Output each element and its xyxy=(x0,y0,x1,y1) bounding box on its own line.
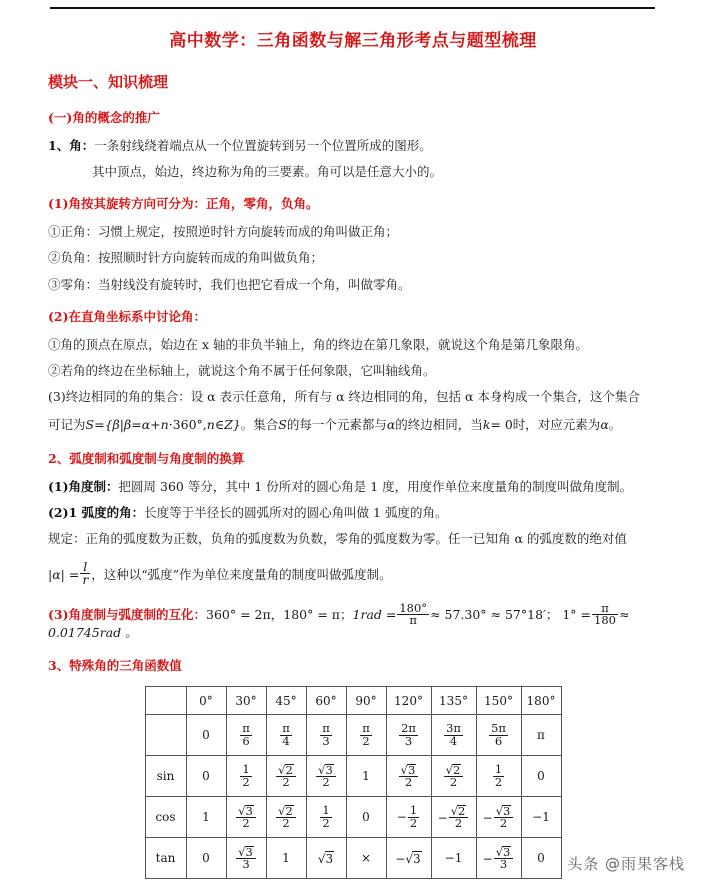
fraction xyxy=(276,764,296,789)
body-line xyxy=(48,480,658,493)
fraction-denominator: 2 xyxy=(499,816,508,831)
fraction xyxy=(320,805,331,829)
set-suffix-s: S xyxy=(278,417,287,432)
fraction-numerator: π xyxy=(322,721,330,736)
fraction-numerator: l xyxy=(80,561,90,575)
fraction-denominator: 180 xyxy=(594,613,616,628)
fraction xyxy=(240,764,251,788)
trig-cell: 0° xyxy=(186,687,226,715)
set-suffix-4: 时，对应元素为 xyxy=(512,417,601,432)
trig-cell xyxy=(226,715,266,756)
line-text: 其中顶点，始边，终边称为角的三要素。角可以是任意大小的。 xyxy=(92,164,443,180)
fraction-numerator: 2π xyxy=(401,721,416,736)
body-line xyxy=(48,165,658,178)
fraction xyxy=(449,805,469,830)
fraction xyxy=(494,805,514,830)
fraction-pi-over-180 xyxy=(592,600,618,628)
conversion-p4-tail: ≈ 0.01745rad 。 xyxy=(48,606,630,640)
fraction xyxy=(408,805,419,829)
set-suffix-2: 的每一个元素都与 xyxy=(286,417,387,432)
fraction-denominator: 2 xyxy=(404,775,413,790)
line-text: ②负角：按照顺时针方向旋转而成的角叫做负角； xyxy=(48,250,324,266)
sqrt-radicand: 3 xyxy=(245,844,253,859)
abs-alpha-text: ，这种以“弧度”作为单位来度量角的制度叫做弧度制。 xyxy=(91,566,392,582)
line-lead: 1、角： xyxy=(48,138,95,153)
sqrt-symbol: √3 xyxy=(238,844,253,859)
fraction xyxy=(494,846,514,871)
set-suffix-k: k xyxy=(482,417,491,432)
set-n: n xyxy=(160,417,169,432)
conversion-p1: 360° = 2π xyxy=(206,606,271,622)
body-line xyxy=(48,139,658,152)
fraction-denominator: 2 xyxy=(242,774,250,789)
fraction-denominator: 2 xyxy=(362,733,370,748)
set-alpha: α xyxy=(141,417,151,432)
trig-cell xyxy=(386,756,431,797)
document-content xyxy=(48,20,658,879)
fraction xyxy=(399,764,419,789)
trig-cell: 45° xyxy=(266,687,306,715)
sqrt-symbol: √3 xyxy=(405,851,421,866)
conversion-formula-line xyxy=(48,600,658,640)
conversion-p4-lead: 1° = xyxy=(562,606,592,622)
set-eq2: = xyxy=(131,417,142,432)
body-line xyxy=(48,390,658,403)
fraction-180-over-pi xyxy=(397,600,429,628)
trig-cell xyxy=(306,838,346,879)
table-row xyxy=(145,756,561,797)
fraction-denominator: 6 xyxy=(494,733,503,748)
set-eq: = xyxy=(94,417,105,432)
body-line xyxy=(48,364,658,377)
trig-cell xyxy=(386,715,431,756)
fraction xyxy=(493,764,504,788)
trig-cell: 0 xyxy=(186,756,226,797)
fraction-denominator: 3 xyxy=(242,857,250,872)
trig-cell: − $\frac{√3}{2}$ xyxy=(476,797,521,838)
trig-cell: 60° xyxy=(306,687,346,715)
trig-cell: 135° xyxy=(431,687,476,715)
section-heading-1: (一)角的概念的推广 xyxy=(48,110,160,125)
fraction-denominator: 2 xyxy=(454,816,463,831)
body-line xyxy=(48,338,658,351)
fraction-l-over-r xyxy=(80,558,90,588)
trig-cell xyxy=(431,715,476,756)
fraction xyxy=(276,805,296,830)
sqrt-radicand: 3 xyxy=(413,851,421,866)
fraction xyxy=(444,764,464,789)
fraction-numerator: 180° xyxy=(399,600,428,615)
sqrt-radicand: 3 xyxy=(245,803,253,818)
set-open: {β|β xyxy=(104,417,132,432)
trig-cell: −√3 xyxy=(386,838,431,879)
section-heading-3: (2)在直角坐标系中讨论角： xyxy=(48,308,207,324)
set-suffix-alpha2: α xyxy=(600,417,609,432)
set-n2: n xyxy=(206,417,215,432)
special-angles-trig-table xyxy=(145,686,562,879)
abs-alpha-formula xyxy=(48,558,658,588)
line-text: 把圆周 360 等分，其中 1 份所对的圆心角是 1 度，用度作单位来度量角的制度叫做角度制。 xyxy=(118,478,633,494)
fraction xyxy=(240,723,252,747)
trig-cell xyxy=(306,756,346,797)
set-plus: + xyxy=(150,417,161,432)
sqrt-symbol: √3 xyxy=(318,762,333,777)
set-suffix-1: 。集合 xyxy=(240,417,279,432)
fraction-numerator: π xyxy=(282,721,290,736)
trig-cell: 0 xyxy=(346,797,386,838)
trig-cell: 30° xyxy=(226,687,266,715)
line-text: ②若角的终边在坐标轴上，就说这个角不属于任何象限，它叫轴线角。 xyxy=(48,362,436,378)
set-suffix-3: 的终边相同，当 xyxy=(395,417,483,432)
set-notation-line xyxy=(48,419,658,432)
sqrt-symbol: √2 xyxy=(445,762,461,777)
set-suffix-alpha: α xyxy=(386,417,396,432)
trig-cell: π xyxy=(521,715,561,756)
body-line xyxy=(48,506,658,519)
set-comma: , xyxy=(202,417,207,432)
conversion-sep2: ； xyxy=(340,606,353,622)
set-suffix-k-eq: = 0 xyxy=(490,417,513,432)
trig-cell: 0 xyxy=(186,715,226,756)
fraction-numerator: π xyxy=(362,721,370,736)
line-text: 规定：正角的弧度数为正数，负角的弧度数为负数，零角的弧度数为零。任一已知角 α 的弧度数的绝对值 xyxy=(48,530,627,546)
conversion-sep1: ， xyxy=(270,606,284,622)
table-row xyxy=(145,797,561,838)
section-heading-radian: 2、弧度制和弧度制与角度制的换算 xyxy=(48,450,245,466)
trig-cell: 1 xyxy=(346,756,386,797)
fraction-denominator: 2 xyxy=(409,815,418,830)
trig-cell: 0 xyxy=(521,838,561,879)
trig-cell: 1 xyxy=(186,797,226,838)
line-text: 长度等于半径长的圆弧所对的圆心角叫做 1 弧度的角。 xyxy=(144,504,448,520)
sqrt-radicand: 2 xyxy=(458,803,466,818)
set-close: } xyxy=(232,417,241,432)
trig-cell xyxy=(226,756,266,797)
fraction-numerator: 1 xyxy=(322,803,330,818)
fraction-denominator: 3 xyxy=(322,733,330,748)
sqrt-symbol: √3 xyxy=(317,851,334,866)
trig-cell: 120° xyxy=(386,687,431,715)
table-row xyxy=(145,687,561,715)
trig-row-label: tan xyxy=(145,838,186,879)
fraction-denominator: 4 xyxy=(449,733,458,748)
conversion-p2: 180° = π xyxy=(283,606,340,622)
fraction-denominator: 2 xyxy=(494,774,503,789)
sqrt-radicand: 2 xyxy=(285,803,293,818)
trig-table-wrapper xyxy=(48,686,658,879)
fraction-denominator: 3 xyxy=(499,857,508,872)
sqrt-radicand: 3 xyxy=(325,851,334,866)
set-suffix-end: 。 xyxy=(608,417,622,432)
sqrt-radicand: 2 xyxy=(453,762,461,777)
fraction-denominator: 2 xyxy=(282,816,290,831)
fraction-numerator: π xyxy=(592,603,618,616)
fraction-denominator: 2 xyxy=(449,775,458,790)
trig-cell: − $\frac{√2}{2}$ xyxy=(431,797,476,838)
trig-row-label xyxy=(145,715,186,756)
body-line xyxy=(48,278,658,291)
trig-cell: − $\frac{√3}{3}$ xyxy=(476,838,521,879)
conversion-p3-lead: 1rad = xyxy=(352,606,397,622)
fraction-numerator: π xyxy=(242,721,250,736)
trig-cell xyxy=(266,715,306,756)
page-title: 高中数学：三角函数与解三角形考点与题型梳理 xyxy=(169,31,537,51)
line-lead: (2)1 弧度的角： xyxy=(48,504,145,520)
set-in: ∈ xyxy=(214,417,225,432)
set-360deg: 360° xyxy=(172,417,203,432)
line-text: (3)终边相同的角的集合：设 α 表示任意角，所有与 α 终边相同的角，包括 α 本身构成一个集合，这个集合 xyxy=(48,388,640,404)
trig-cell xyxy=(476,756,521,797)
conversion-p3-tail: ≈ 57.30° ≈ 57°18′； xyxy=(430,606,559,622)
sqrt-symbol: √3 xyxy=(238,803,253,818)
fraction-denominator: 2 xyxy=(282,775,290,790)
sqrt-radicand: 3 xyxy=(503,844,511,859)
line-text: ①正角：习惯上规定，按照逆时针方向旋转而成的角叫做正角； xyxy=(48,224,399,240)
body-line xyxy=(48,251,658,264)
page-top-rule xyxy=(50,7,655,9)
fraction-numerator: 3π xyxy=(446,721,461,736)
fraction-numerator: 1 xyxy=(242,762,250,777)
abs-alpha-left: |α| = xyxy=(48,566,80,582)
fraction-denominator: r xyxy=(82,572,89,588)
trig-cell: 90° xyxy=(346,687,386,715)
sqrt-symbol: √2 xyxy=(450,803,466,818)
fraction-numerator: 5π xyxy=(491,721,506,736)
trig-cell: 0 xyxy=(186,838,226,879)
sqrt-radicand: 3 xyxy=(325,762,333,777)
line-text: ③零角：当射线没有旋转时，我们也把它看成一个角，叫做零角。 xyxy=(48,276,411,292)
table-row xyxy=(145,838,561,879)
fraction-denominator: 3 xyxy=(404,733,413,748)
trig-cell: −1 xyxy=(431,838,476,879)
fraction xyxy=(360,723,372,747)
fraction-denominator: 2 xyxy=(322,815,330,830)
conversion-lead: (3)角度制与弧度制的互化： xyxy=(48,606,207,622)
trig-cell: 150° xyxy=(476,687,521,715)
fraction-denominator: 4 xyxy=(282,733,290,748)
line-text: 一条射线绕着端点从一个位置旋转到另一个位置所成的图形。 xyxy=(94,138,432,153)
trig-cell xyxy=(346,715,386,756)
trig-row-label: cos xyxy=(145,797,186,838)
line-text: ①角的顶点在原点，始边在 x 轴的非负半轴上，角的终边在第几象限，就说这个角是第几象限角。 xyxy=(48,336,588,352)
table-row xyxy=(145,715,561,756)
radian-rule-line xyxy=(48,532,658,545)
module-heading: 模块一、知识梳理 xyxy=(48,73,169,91)
sqrt-symbol: √2 xyxy=(278,762,293,777)
trig-row-label xyxy=(145,687,186,715)
trig-cell: − $\frac{1}{2}$ xyxy=(386,797,431,838)
trig-cell: × xyxy=(346,838,386,879)
trig-cell: 180° xyxy=(521,687,561,715)
fraction xyxy=(280,723,292,747)
fraction-numerator: 1 xyxy=(409,803,418,818)
trig-cell xyxy=(431,756,476,797)
fraction xyxy=(444,723,463,747)
sqrt-symbol: √3 xyxy=(400,762,416,777)
sqrt-radicand: 3 xyxy=(408,762,416,777)
trig-cell xyxy=(306,797,346,838)
fraction xyxy=(316,764,336,789)
body-line xyxy=(48,225,658,238)
trig-cell xyxy=(226,838,266,879)
line-lead: (1)角度制： xyxy=(48,478,119,494)
trig-cell xyxy=(226,797,266,838)
sqrt-symbol: √2 xyxy=(278,803,293,818)
trig-cell: 1 xyxy=(266,838,306,879)
watermark: 头条 @雨果客栈 xyxy=(567,855,685,873)
fraction xyxy=(236,805,256,830)
sqrt-radicand: 3 xyxy=(503,803,511,818)
set-symbol-s: S xyxy=(85,417,95,432)
sqrt-radicand: 2 xyxy=(285,762,293,777)
fraction-denominator: π xyxy=(409,613,417,628)
section-heading-trig-table: 3、特殊角的三角函数值 xyxy=(48,658,182,674)
set-dot: · xyxy=(168,417,173,432)
trig-cell xyxy=(476,715,521,756)
fraction-numerator: 1 xyxy=(494,762,503,777)
trig-row-label: sin xyxy=(145,756,186,797)
sqrt-symbol: √3 xyxy=(495,803,511,818)
trig-cell: −1 xyxy=(521,797,561,838)
fraction xyxy=(236,846,256,871)
fraction-denominator: 2 xyxy=(322,775,330,790)
fraction xyxy=(489,723,508,747)
trig-cell: 0 xyxy=(521,756,561,797)
section-heading-2: (1)角按其旋转方向可分为：正角，零角，负角。 xyxy=(48,196,319,212)
fraction-denominator: 6 xyxy=(242,733,250,748)
fraction-denominator: 2 xyxy=(242,816,250,831)
fraction xyxy=(399,723,418,747)
sqrt-symbol: √3 xyxy=(495,844,511,859)
set-z: Z xyxy=(224,417,233,432)
fraction xyxy=(320,723,332,747)
trig-cell xyxy=(266,756,306,797)
trig-cell xyxy=(306,715,346,756)
trig-cell xyxy=(266,797,306,838)
formula-prefix: 可记为 xyxy=(48,417,86,432)
